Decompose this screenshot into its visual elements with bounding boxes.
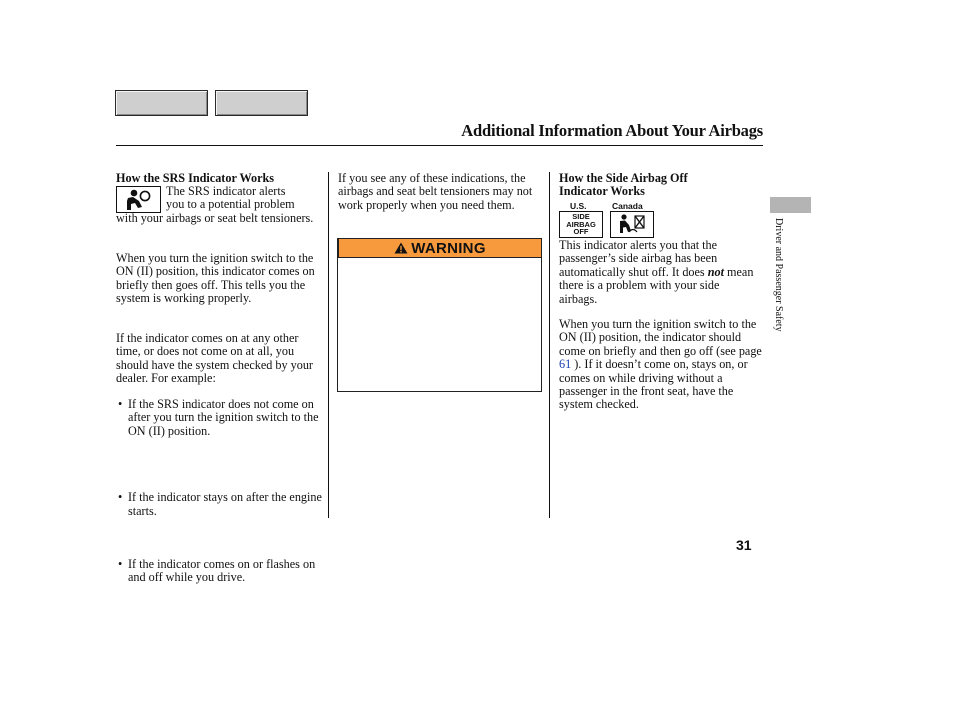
srs-heading: How the SRS Indicator Works [116,171,275,185]
side-airbag-off-symbol-icon [611,212,653,237]
srs-intro-line-2: you to a potential problem [166,197,295,212]
side-airbag-para-1-emphasis: not [707,264,724,279]
page-title: Additional Information About Your Airbags [461,121,763,140]
side-airbag-para-2 [559,318,763,412]
nav-button-next[interactable] [215,90,308,116]
srs-intro-rest: with your airbags or seat belt tensioners. [116,211,314,225]
srs-intro-line-1: The SRS indicator alerts [166,184,286,198]
column-divider-2 [549,172,550,518]
srs-icon-box [116,186,161,213]
srs-para-2: When you turn the ignition switch to the ON (II) position, this indicator comes on briefly then goes off. This tells you the system is working properly. [116,251,315,306]
nav-button-previous[interactable] [115,90,208,116]
warning-label: WARNING [411,239,486,257]
srs-para-3: If the indicator comes on at any other time, or does not come on at all, you should have the system checked by your dealer. For example: [116,331,313,386]
side-airbag-off-canada-box [610,211,654,238]
title-rule [116,145,763,146]
side-airbag-para-2-end: ). If it doesn’t come on, stays on, or comes on while driving without a passenger in the front seat, have the system checked. [559,357,748,412]
page-number: 31 [736,537,752,553]
us-icon-line-1: SIDE [572,212,590,222]
side-airbag-off-us-icon [559,211,603,238]
srs-bullet-1: • If the SRS indicator does not come on after you turn the ignition switch to the ON (II) position. [116,398,328,438]
side-airbag-heading-line-1: How the Side Airbag Off [559,171,688,185]
srs-airbag-icon [117,187,160,212]
side-airbag-para-1 [559,239,759,306]
label-us: U.S. [570,201,587,211]
side-airbag-heading-line-2: Indicator Works [559,184,645,199]
srs-bullet-3: • If the indicator comes on or flashes on and off while you drive. [116,558,333,585]
page-reference-link[interactable]: 61 [559,357,572,372]
side-airbag-para-1-start: This indicator alerts you that the passenger’s side airbag has been automatically shut off. It does [559,238,718,279]
column-divider-1 [328,172,329,518]
srs-intro-first-lines [166,185,326,212]
warning-triangle-icon [394,242,408,254]
side-airbag-para-1-end: mean there is a problem with your side airbags. [559,264,754,306]
us-icon-line-3: OFF [573,227,589,237]
srs-bullet-2: • If the indicator stays on after the engine starts. [116,491,328,518]
section-label: Driver and Passenger Safety [773,218,784,332]
section-tab[interactable] [770,197,811,213]
us-icon-line-2: AIRBAG [566,219,596,229]
side-airbag-para-2-start: When you turn the ignition switch to the ON (II) position, the indicator should come on briefly and then go off (see page [559,317,762,358]
warning-header [338,238,542,258]
warning-box [337,238,542,392]
label-canada: Canada [612,201,643,211]
indications-paragraph: If you see any of these indications, the airbags and seat belt tensioners may not work properly when you need them. [338,171,533,212]
side-airbag-heading [559,172,759,199]
